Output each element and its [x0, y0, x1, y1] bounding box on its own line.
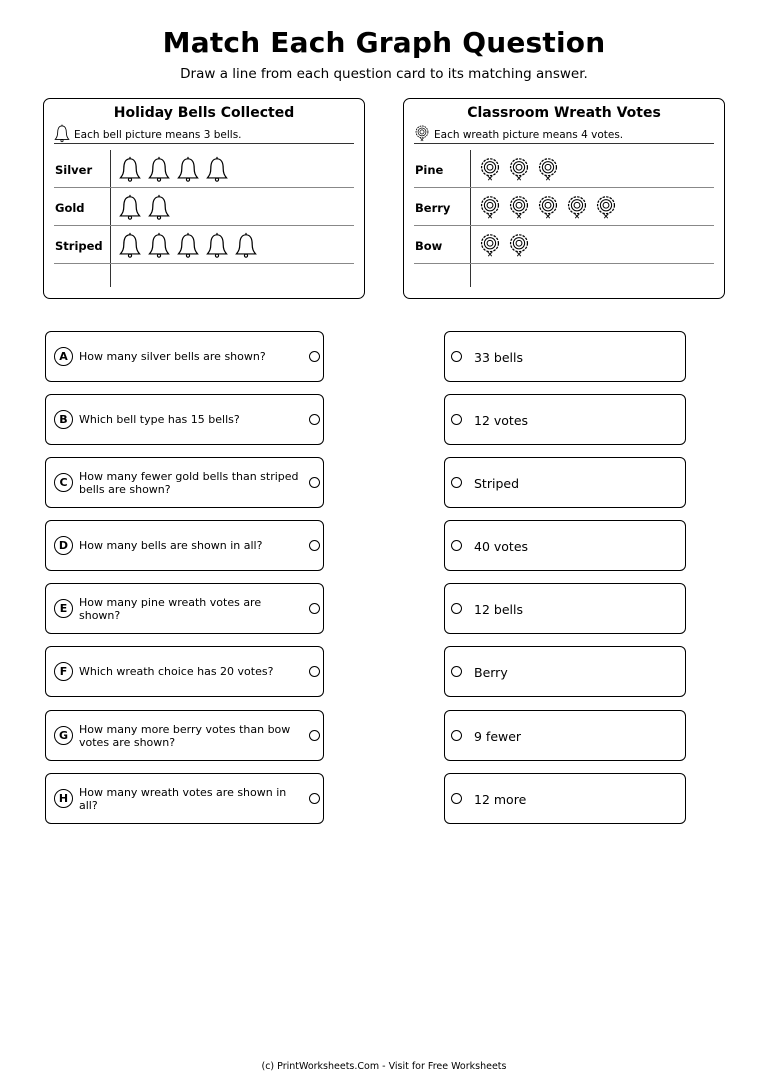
question-text: How many wreath votes are shown in all? [79, 785, 287, 812]
answer-text: 9 fewer [474, 729, 522, 744]
bell-icon [205, 156, 234, 184]
connector-dot[interactable] [309, 414, 320, 425]
wreath-icon [414, 124, 434, 146]
answer-text: 12 more [474, 792, 527, 807]
connector-dot[interactable] [451, 603, 462, 614]
page-title: Match Each Graph Question [162, 26, 606, 59]
wreath-icon [478, 194, 507, 222]
row-icons [478, 232, 536, 260]
wreath-icon [507, 156, 536, 184]
question-letter: E [54, 599, 73, 618]
question-text: Which wreath choice has 20 votes? [79, 665, 274, 678]
bell-icon [234, 232, 263, 260]
row-icons [478, 156, 565, 184]
question-letter: C [54, 473, 73, 492]
connector-dot[interactable] [309, 603, 320, 614]
answer-text: 12 bells [474, 602, 523, 617]
connector-dot[interactable] [451, 477, 462, 488]
answer-card[interactable] [444, 520, 686, 571]
connector-dot[interactable] [309, 477, 320, 488]
row-icons [118, 194, 176, 222]
key-text: Each bell picture means 3 bells. [74, 129, 242, 141]
connector-dot[interactable] [451, 730, 462, 741]
answer-card[interactable] [444, 583, 686, 634]
question-card-a[interactable] [45, 331, 324, 382]
question-text: How many more berry votes than bow votes are shown? [79, 722, 291, 749]
graph-key [54, 127, 354, 144]
bell-icon [147, 194, 176, 222]
question-card-g[interactable] [45, 710, 324, 761]
answer-card[interactable] [444, 331, 686, 382]
wreaths-pictograph [403, 98, 725, 299]
wreath-icon [594, 194, 623, 222]
graph-row [414, 188, 714, 226]
answer-card[interactable] [444, 646, 686, 697]
row-icons [118, 232, 263, 260]
key-text: Each wreath picture means 4 votes. [434, 129, 624, 141]
answer-card[interactable] [444, 394, 686, 445]
graph-row [54, 150, 354, 188]
connector-dot[interactable] [309, 793, 320, 804]
question-card-e[interactable] [45, 583, 324, 634]
graph-key [414, 127, 714, 144]
answer-text: Striped [474, 476, 520, 491]
answer-card[interactable] [444, 773, 686, 824]
bell-icon [176, 232, 205, 260]
row-label: Bow [415, 239, 443, 253]
wreath-icon [507, 194, 536, 222]
graph-title: Holiday Bells Collected [113, 105, 295, 121]
bells-pictograph [43, 98, 365, 299]
question-text: How many silver bells are shown? [79, 350, 266, 363]
answer-text: 40 votes [474, 539, 529, 554]
wreath-icon [478, 156, 507, 184]
bell-icon [118, 194, 147, 222]
connector-dot[interactable] [451, 351, 462, 362]
connector-dot[interactable] [451, 414, 462, 425]
wreath-icon [507, 232, 536, 260]
question-card-d[interactable] [45, 520, 324, 571]
graph-row [414, 150, 714, 188]
wreath-icon [565, 194, 594, 222]
question-text: How many bells are shown in all? [79, 539, 263, 552]
connector-dot[interactable] [451, 793, 462, 804]
row-label: Pine [415, 163, 444, 177]
answer-text: 33 bells [474, 350, 523, 365]
question-text: Which bell type has 15 bells? [79, 413, 240, 426]
row-label: Berry [415, 201, 451, 215]
wreath-icon [536, 156, 565, 184]
question-card-f[interactable] [45, 646, 324, 697]
question-letter: G [54, 726, 73, 745]
bell-icon [147, 232, 176, 260]
footer-credit: (c) PrintWorksheets.Com - Visit for Free Worksheets [261, 1061, 507, 1072]
answer-text: Berry [474, 665, 508, 680]
bell-icon [118, 232, 147, 260]
question-card-c[interactable] [45, 457, 324, 508]
wreath-icon [536, 194, 565, 222]
answer-card[interactable] [444, 457, 686, 508]
question-text: How many pine wreath votes are shown? [79, 595, 262, 622]
row-label: Gold [55, 201, 85, 215]
question-card-b[interactable] [45, 394, 324, 445]
graph-row [414, 226, 714, 264]
question-letter: A [54, 347, 73, 366]
connector-dot[interactable] [451, 666, 462, 677]
connector-dot[interactable] [309, 351, 320, 362]
answer-text: 12 votes [474, 413, 529, 428]
answer-card[interactable] [444, 710, 686, 761]
wreath-icon [478, 232, 507, 260]
graph-row [54, 188, 354, 226]
bell-icon [176, 156, 205, 184]
row-icons [118, 156, 234, 184]
graph-row [54, 226, 354, 264]
row-label: Silver [55, 163, 93, 177]
question-letter: D [54, 536, 73, 555]
connector-dot[interactable] [309, 540, 320, 551]
connector-dot[interactable] [451, 540, 462, 551]
row-label: Striped [55, 239, 103, 253]
connector-dot[interactable] [309, 730, 320, 741]
bell-icon [118, 156, 147, 184]
question-card-h[interactable] [45, 773, 324, 824]
connector-dot[interactable] [309, 666, 320, 677]
bell-icon [54, 124, 74, 146]
page-subtitle: Draw a line from each question card to its matching answer. [180, 66, 588, 82]
question-letter: B [54, 410, 73, 429]
bell-icon [147, 156, 176, 184]
question-letter: H [54, 789, 73, 808]
graph-title: Classroom Wreath Votes [467, 105, 661, 121]
question-letter: F [54, 662, 73, 681]
question-text: How many fewer gold bells than striped bells are shown? [79, 469, 299, 496]
bell-icon [205, 232, 234, 260]
row-icons [478, 194, 623, 222]
